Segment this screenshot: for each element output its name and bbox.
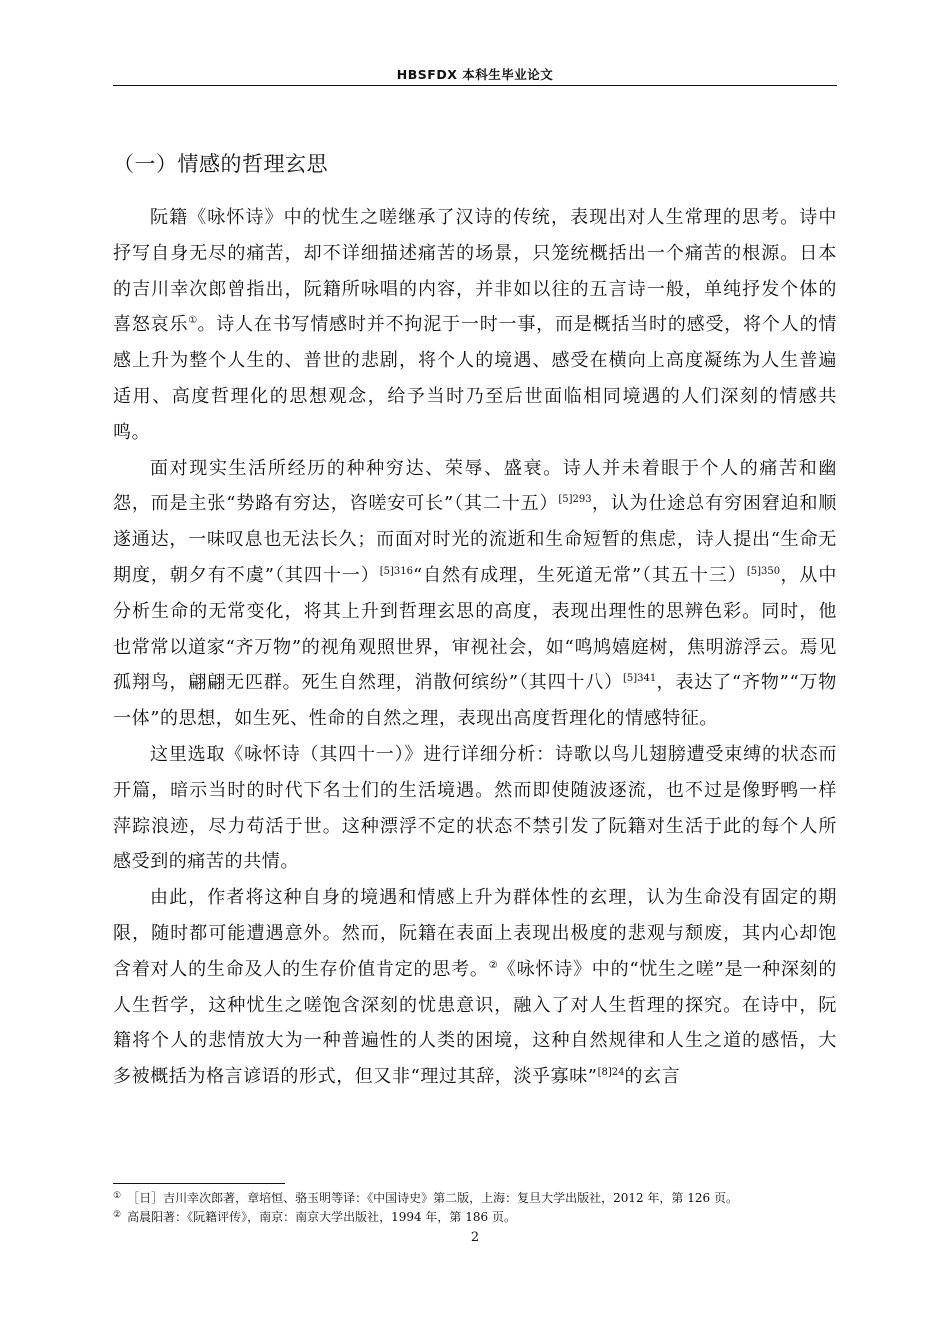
- header-rule: [113, 85, 837, 86]
- footnote-text: ［日］吉川幸次郎著，章培恒、骆玉明等译：《中国诗史》第二版，上海：复旦大学出版社，2012 年，第 126 页。: [127, 1191, 738, 1205]
- paragraph-1: [113, 200, 837, 451]
- footnote-separator: [113, 1183, 285, 1184]
- footnotes: [113, 1188, 837, 1226]
- text-run: 的玄言: [624, 1066, 681, 1088]
- citation-ref: [5]350: [746, 565, 781, 577]
- section-heading: （一）情感的哲理玄思: [113, 152, 328, 176]
- text-run: ，表达了“齐物”“万物一体”的思想，如生死、性命的自然之理，表现出高度哲理化的情感特征。: [113, 672, 837, 730]
- text-run: 《咏怀诗》中的“忧生之嗟”是一种深刻的人生哲学，这种忧生之嗟饱含深刻的忧患意识，融入了对人生哲理的探究。在诗中，阮籍将个人的悲情放大为一种普遍性的人类的困境，这种自然规律和人生之道的感悟，大多被概括为格言谚语的形式，但又非“理过其辞，淡乎寡味”: [113, 958, 837, 1088]
- text-run: 面对现实生活所经历的种种穷达、荣辱、盛衰。诗人并未着眼于个人的痛苦和幽怨，而是主张“势路有穷达，咨嗟安可长”（其二十五）: [113, 457, 837, 515]
- text-run: ，认为仕途总有穷困窘迫和顺遂通达，一味叹息也无法长久；而面对时光的流逝和生命短暂的焦虑，诗人提出“生命无期度，朝夕有不虞”（其四十一）: [113, 493, 837, 586]
- text-run: “自然有成理，生死道无常”（其五十三）: [413, 564, 747, 586]
- citation-ref: [8]24: [597, 1067, 625, 1079]
- citation-ref: [5]316: [379, 565, 413, 577]
- footnote-1: [113, 1188, 837, 1207]
- footnote-text: 高晨阳著：《阮籍评传》，南京：南京大学出版社，1994 年，第 186 页。: [127, 1210, 516, 1224]
- text-run: 由此，作者将这种自身的境遇和情感上升为群体性的玄理，认为生命没有固定的期限，随时都可能遭遇意外。然而，阮籍在表面上表现出极度的悲观与颓废，其内心却饱含着对人的生命及人的生存价值肯定的思考。: [113, 887, 837, 980]
- footnote-mark: ②: [113, 1210, 122, 1220]
- footnote-ref: ②: [488, 959, 498, 971]
- citation-ref: [5]341: [623, 673, 657, 685]
- page-header: HBSFDX 本科生毕业论文: [396, 67, 554, 82]
- page-number: 2: [470, 1230, 480, 1245]
- paragraph-4: [113, 880, 837, 1095]
- footnote-ref: ①: [188, 315, 198, 327]
- footnote-2: [113, 1207, 837, 1226]
- citation-ref: [5]293: [558, 494, 592, 506]
- body-text: [113, 200, 837, 1095]
- paragraph-3: [113, 737, 837, 880]
- text-run: 这里选取《咏怀诗（其四十一）》进行详细分析：诗歌以鸟儿翅膀遭受束缚的状态而开篇，暗示当时的时代下名士们的生活境遇。然而即使随波逐流，也不过是像野鸭一样萍踪浪迹，尽力苟活于世。这种漂浮不定的状态不禁引发了阮籍对生活于此的每个人所感受到的痛苦的共情。: [113, 743, 837, 873]
- text-run: 。诗人在书写情感时并不拘泥于一时一事，而是概括当时的感受，将个人的情感上升为整个人生的、普世的悲剧，将个人的境遇、感受在横向上高度凝练为人生普遍适用、高度哲理化的思想观念，给予当时乃至后世面临相同境遇的人们深刻的情感共鸣。: [113, 314, 837, 443]
- text-run: ，从中分析生命的无常变化，将其上升到哲理玄思的高度，表现出理性的思辨色彩。同时，他也常常以道家“齐万物”的视角观照世界，审视社会，如“鸣鸠嬉庭树，焦明游浮云。焉见孤翔鸟，翩翩无匹群。死生自然理，消散何缤纷”（其四十八）: [113, 564, 837, 694]
- text-run: 阮籍《咏怀诗》中的忧生之嗟继承了汉诗的传统，表现出对人生常理的思考。诗中抒写自身无尽的痛苦，却不详细描述痛苦的场景，只笼统概括出一个痛苦的根源。日本的吉川幸次郎曾指出，阮籍所咏唱的内容，并非如以往的五言诗一般，单纯抒发个体的喜怒哀乐: [113, 207, 837, 336]
- footnote-mark: ①: [113, 1191, 122, 1201]
- paragraph-2: [113, 451, 837, 737]
